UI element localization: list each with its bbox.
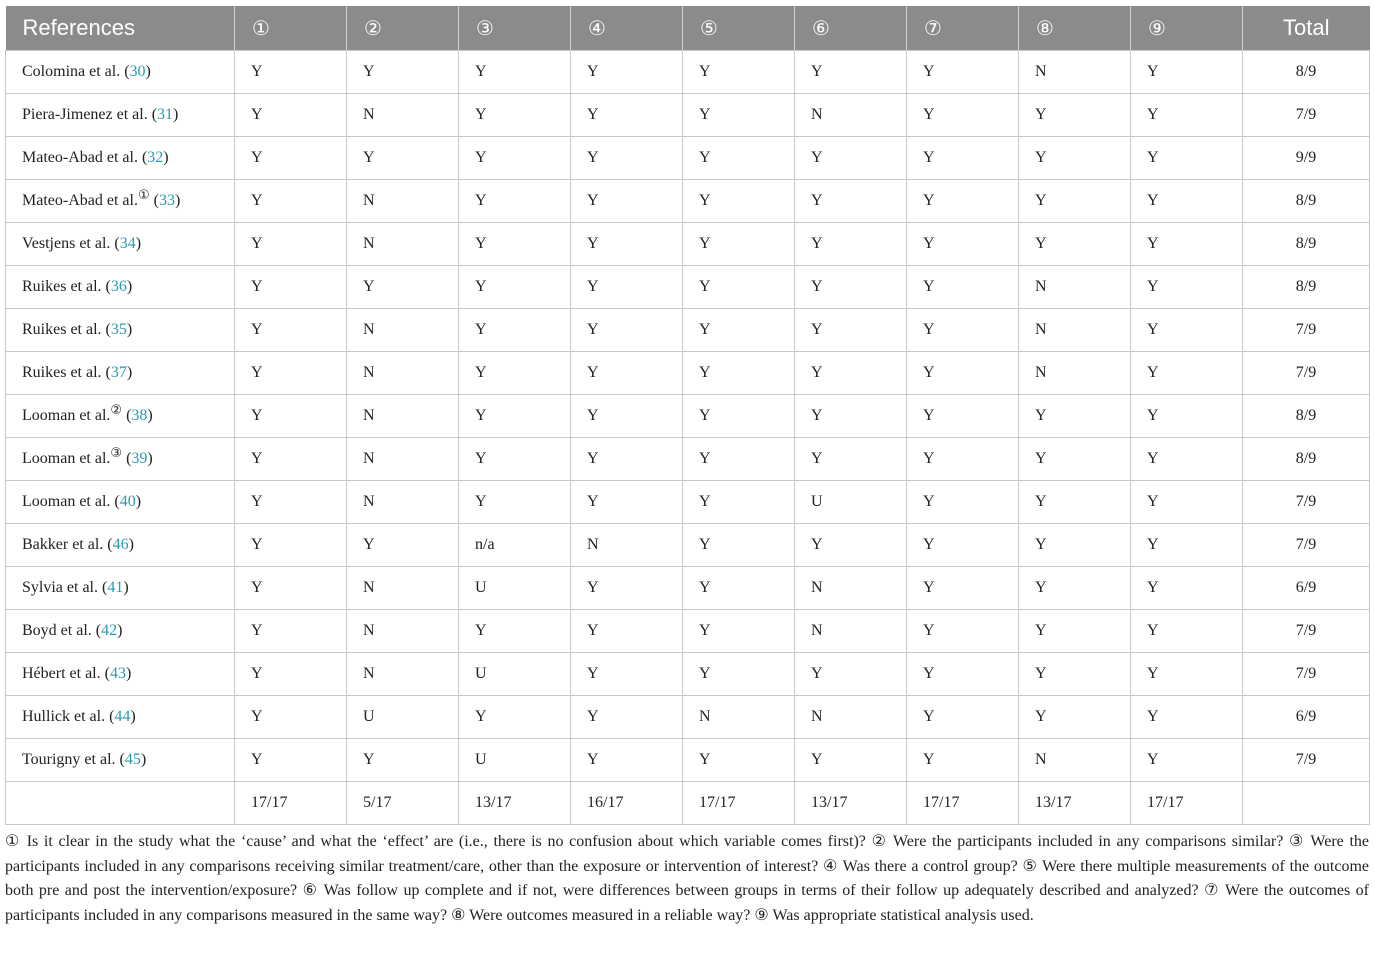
citation-link[interactable]: 39: [131, 449, 148, 467]
summary-cell-q9: 17/17: [1131, 781, 1243, 824]
summary-cell-q1: 17/17: [235, 781, 347, 824]
criterion-cell-q7: Y: [907, 695, 1019, 738]
criterion-cell-q1: Y: [235, 222, 347, 265]
criterion-cell-q1: Y: [235, 609, 347, 652]
criterion-cell-q9: Y: [1131, 308, 1243, 351]
criterion-cell-q6: Y: [795, 437, 907, 480]
criterion-cell-q3: Y: [459, 50, 571, 93]
citation-link[interactable]: 37: [110, 363, 127, 381]
table-body: [6, 50, 1370, 824]
criterion-cell-q3: Y: [459, 437, 571, 480]
author-name: Bakker et al.: [22, 535, 104, 553]
criterion-cell-q6: Y: [795, 523, 907, 566]
criterion-cell-q6: Y: [795, 308, 907, 351]
criterion-cell-q2: Y: [347, 265, 459, 308]
criterion-cell-q1: Y: [235, 265, 347, 308]
total-cell: 7/9: [1243, 480, 1370, 523]
criterion-cell-q4: Y: [571, 394, 683, 437]
criterion-cell-q6: N: [795, 93, 907, 136]
criterion-cell-q6: Y: [795, 222, 907, 265]
criterion-cell-q3: U: [459, 566, 571, 609]
reference-cell: Looman et al. (40): [6, 480, 235, 523]
summary-cell-q4: 16/17: [571, 781, 683, 824]
criterion-cell-q5: Y: [683, 609, 795, 652]
criterion-cell-q7: Y: [907, 437, 1019, 480]
author-name: Ruikes et al.: [22, 363, 102, 381]
reference-cell: Ruikes et al. (37): [6, 351, 235, 394]
summary-row: [6, 781, 1370, 824]
table-row: [6, 523, 1370, 566]
criterion-cell-q3: Y: [459, 609, 571, 652]
total-cell: 7/9: [1243, 523, 1370, 566]
citation-link[interactable]: 30: [129, 62, 146, 80]
criterion-cell-q9: Y: [1131, 394, 1243, 437]
criterion-cell-q7: Y: [907, 222, 1019, 265]
table-header: [6, 6, 1370, 50]
author-name: Vestjens et al.: [22, 234, 111, 252]
criterion-cell-q5: Y: [683, 738, 795, 781]
summary-cell-q2: 5/17: [347, 781, 459, 824]
total-cell: 7/9: [1243, 351, 1370, 394]
table-row: [6, 566, 1370, 609]
table-row: [6, 265, 1370, 308]
header-q6: ⑥: [795, 6, 907, 50]
criterion-cell-q2: Y: [347, 738, 459, 781]
total-cell: 8/9: [1243, 437, 1370, 480]
criterion-cell-q7: Y: [907, 179, 1019, 222]
citation-link[interactable]: 33: [158, 191, 175, 209]
criterion-cell-q7: Y: [907, 308, 1019, 351]
criterion-cell-q8: Y: [1019, 523, 1131, 566]
summary-cell-q3: 13/17: [459, 781, 571, 824]
criterion-cell-q2: N: [347, 609, 459, 652]
reference-cell: Piera-Jimenez et al. (31): [6, 93, 235, 136]
total-cell: 6/9: [1243, 566, 1370, 609]
criterion-cell-q6: Y: [795, 652, 907, 695]
citation-link[interactable]: 42: [101, 621, 118, 639]
criterion-cell-q1: Y: [235, 437, 347, 480]
criterion-cell-q3: Y: [459, 136, 571, 179]
criterion-cell-q1: Y: [235, 695, 347, 738]
criterion-cell-q2: N: [347, 179, 459, 222]
criterion-cell-q9: Y: [1131, 695, 1243, 738]
criterion-cell-q5: Y: [683, 351, 795, 394]
header-total: Total: [1243, 6, 1370, 50]
total-cell: 7/9: [1243, 652, 1370, 695]
total-cell: 6/9: [1243, 695, 1370, 738]
criterion-cell-q3: n/a: [459, 523, 571, 566]
author-name: Mateo-Abad et al.: [22, 191, 138, 209]
reference-cell: Looman et al.② (38): [6, 394, 235, 437]
criterion-cell-q7: Y: [907, 609, 1019, 652]
criterion-cell-q3: Y: [459, 480, 571, 523]
criterion-cell-q6: Y: [795, 265, 907, 308]
header-row: [6, 6, 1370, 50]
superscript-mark: ②: [110, 402, 123, 418]
criterion-cell-q8: Y: [1019, 695, 1131, 738]
criterion-cell-q2: N: [347, 394, 459, 437]
table-row: [6, 222, 1370, 265]
criterion-cell-q1: Y: [235, 93, 347, 136]
author-name: Mateo-Abad et al.: [22, 148, 138, 166]
summary-label-cell: [6, 781, 235, 824]
criterion-cell-q7: Y: [907, 93, 1019, 136]
criterion-cell-q6: N: [795, 609, 907, 652]
criterion-cell-q8: Y: [1019, 480, 1131, 523]
summary-cell-q8: 13/17: [1019, 781, 1131, 824]
criterion-cell-q2: Y: [347, 50, 459, 93]
header-q2: ②: [347, 6, 459, 50]
criterion-cell-q8: Y: [1019, 394, 1131, 437]
criterion-cell-q4: Y: [571, 93, 683, 136]
criterion-cell-q2: N: [347, 308, 459, 351]
summary-cell-q5: 17/17: [683, 781, 795, 824]
criterion-cell-q2: Y: [347, 523, 459, 566]
criterion-cell-q7: Y: [907, 136, 1019, 179]
criterion-cell-q6: N: [795, 566, 907, 609]
total-cell: 7/9: [1243, 308, 1370, 351]
criterion-cell-q9: Y: [1131, 136, 1243, 179]
criterion-cell-q1: Y: [235, 566, 347, 609]
criterion-cell-q4: Y: [571, 50, 683, 93]
criterion-cell-q8: Y: [1019, 609, 1131, 652]
criterion-cell-q5: Y: [683, 480, 795, 523]
header-q4: ④: [571, 6, 683, 50]
table-container: [5, 6, 1369, 825]
author-name: Boyd et al.: [22, 621, 92, 639]
citation-link[interactable]: 36: [110, 277, 127, 295]
criterion-cell-q8: Y: [1019, 652, 1131, 695]
table-row: [6, 179, 1370, 222]
reference-cell: Ruikes et al. (36): [6, 265, 235, 308]
criterion-cell-q4: Y: [571, 652, 683, 695]
criterion-cell-q8: N: [1019, 351, 1131, 394]
criterion-cell-q6: Y: [795, 136, 907, 179]
criterion-cell-q2: Y: [347, 136, 459, 179]
criterion-cell-q4: Y: [571, 566, 683, 609]
total-cell: 7/9: [1243, 609, 1370, 652]
total-cell: 7/9: [1243, 738, 1370, 781]
author-name: Ruikes et al.: [22, 320, 102, 338]
table-row: [6, 93, 1370, 136]
criterion-cell-q2: N: [347, 480, 459, 523]
citation-link[interactable]: 32: [147, 148, 164, 166]
author-name: Tourigny et al.: [22, 750, 116, 768]
criterion-cell-q4: Y: [571, 609, 683, 652]
reference-cell: Looman et al.③ (39): [6, 437, 235, 480]
criterion-cell-q1: Y: [235, 652, 347, 695]
header-references: References: [6, 6, 235, 50]
reference-cell: Vestjens et al. (34): [6, 222, 235, 265]
criterion-cell-q1: Y: [235, 351, 347, 394]
superscript-mark: ③: [110, 445, 123, 461]
criterion-cell-q6: Y: [795, 738, 907, 781]
criterion-cell-q5: Y: [683, 222, 795, 265]
reference-cell: Ruikes et al. (35): [6, 308, 235, 351]
author-name: Looman et al.: [22, 406, 111, 424]
header-q9: ⑨: [1131, 6, 1243, 50]
criterion-cell-q3: Y: [459, 179, 571, 222]
criterion-cell-q2: U: [347, 695, 459, 738]
reference-cell: Sylvia et al. (41): [6, 566, 235, 609]
criterion-cell-q5: Y: [683, 566, 795, 609]
criterion-cell-q7: Y: [907, 652, 1019, 695]
criterion-cell-q5: Y: [683, 265, 795, 308]
author-name: Looman et al.: [22, 492, 111, 510]
criterion-cell-q7: Y: [907, 50, 1019, 93]
reference-cell: Hébert et al. (43): [6, 652, 235, 695]
table-row: [6, 695, 1370, 738]
criterion-cell-q8: Y: [1019, 93, 1131, 136]
criterion-cell-q6: N: [795, 695, 907, 738]
header-q7: ⑦: [907, 6, 1019, 50]
criterion-cell-q8: Y: [1019, 566, 1131, 609]
criterion-cell-q7: Y: [907, 480, 1019, 523]
table-row: [6, 609, 1370, 652]
criterion-cell-q5: Y: [683, 179, 795, 222]
criterion-cell-q6: U: [795, 480, 907, 523]
criterion-cell-q5: Y: [683, 394, 795, 437]
criterion-cell-q8: Y: [1019, 179, 1131, 222]
criterion-cell-q1: Y: [235, 523, 347, 566]
criterion-cell-q1: Y: [235, 50, 347, 93]
criterion-cell-q1: Y: [235, 738, 347, 781]
criterion-cell-q9: Y: [1131, 566, 1243, 609]
criterion-cell-q1: Y: [235, 179, 347, 222]
criterion-cell-q5: N: [683, 695, 795, 738]
criterion-cell-q2: N: [347, 437, 459, 480]
summary-total-cell: [1243, 781, 1370, 824]
criterion-cell-q3: U: [459, 738, 571, 781]
citation-link[interactable]: 46: [112, 535, 129, 553]
criterion-cell-q1: Y: [235, 480, 347, 523]
criterion-cell-q9: Y: [1131, 50, 1243, 93]
criterion-cell-q5: Y: [683, 136, 795, 179]
criterion-cell-q9: Y: [1131, 351, 1243, 394]
criterion-cell-q3: Y: [459, 222, 571, 265]
table-row: [6, 308, 1370, 351]
criterion-cell-q9: Y: [1131, 93, 1243, 136]
citation-link[interactable]: 38: [131, 406, 148, 424]
table-row: [6, 738, 1370, 781]
criterion-cell-q7: Y: [907, 351, 1019, 394]
criterion-cell-q3: Y: [459, 308, 571, 351]
reference-cell: Mateo-Abad et al. (32): [6, 136, 235, 179]
total-cell: 8/9: [1243, 222, 1370, 265]
citation-link[interactable]: 45: [124, 750, 141, 768]
criterion-cell-q4: Y: [571, 480, 683, 523]
criterion-cell-q7: Y: [907, 566, 1019, 609]
reference-cell: Hullick et al. (44): [6, 695, 235, 738]
criterion-cell-q5: Y: [683, 523, 795, 566]
criterion-cell-q4: Y: [571, 738, 683, 781]
author-name: Hébert et al.: [22, 664, 101, 682]
criterion-cell-q8: N: [1019, 308, 1131, 351]
citation-link[interactable]: 40: [119, 492, 136, 510]
author-name: Ruikes et al.: [22, 277, 102, 295]
criterion-cell-q4: Y: [571, 136, 683, 179]
criterion-cell-q2: N: [347, 222, 459, 265]
summary-cell-q7: 17/17: [907, 781, 1019, 824]
table-row: [6, 136, 1370, 179]
criterion-cell-q4: Y: [571, 179, 683, 222]
criterion-cell-q1: Y: [235, 308, 347, 351]
table-footnote: ① Is it clear in the study what the ‘cause’ and what the ‘effect’ are (i.e., there is no confusion about which variable comes first)? ② Were the participants included in any comparisons similar? ③ Were the participants included in any comparisons receiving similar treatment/care, other than the exposure or intervention of interest? ④ Was there a control group? ⑤ Were there multiple measurements of the outcome both pre and post the intervention/exposure? ⑥ Was follow up complete and if not, were differences between groups in terms of their follow up adequately described and analyzed? ⑦ Were the outcomes of participants included in any comparisons measured in the same way? ⑧ Were outcomes measured in a reliable way? ⑨ Was appropriate statistical analysis used.: [5, 833, 1369, 924]
criterion-cell-q5: Y: [683, 93, 795, 136]
criterion-cell-q9: Y: [1131, 652, 1243, 695]
criterion-cell-q2: N: [347, 351, 459, 394]
criterion-cell-q4: Y: [571, 265, 683, 308]
total-cell: 9/9: [1243, 136, 1370, 179]
criterion-cell-q7: Y: [907, 738, 1019, 781]
reference-cell: Bakker et al. (46): [6, 523, 235, 566]
criterion-cell-q6: Y: [795, 50, 907, 93]
criterion-cell-q8: N: [1019, 738, 1131, 781]
table-row: [6, 437, 1370, 480]
criterion-cell-q3: Y: [459, 695, 571, 738]
criterion-cell-q8: Y: [1019, 136, 1131, 179]
header-q5: ⑤: [683, 6, 795, 50]
reference-cell: Colomina et al. (30): [6, 50, 235, 93]
criterion-cell-q5: Y: [683, 50, 795, 93]
criterion-cell-q7: Y: [907, 394, 1019, 437]
criterion-cell-q9: Y: [1131, 738, 1243, 781]
citation-link[interactable]: 43: [109, 664, 126, 682]
table-row: [6, 351, 1370, 394]
criterion-cell-q9: Y: [1131, 609, 1243, 652]
author-name: Colomina et al.: [22, 62, 121, 80]
criterion-cell-q4: Y: [571, 308, 683, 351]
table-row: [6, 50, 1370, 93]
criterion-cell-q6: Y: [795, 179, 907, 222]
citation-link[interactable]: 35: [110, 320, 127, 338]
reference-cell: Boyd et al. (42): [6, 609, 235, 652]
author-name: Hullick et al.: [22, 707, 106, 725]
criterion-cell-q3: Y: [459, 351, 571, 394]
citation-link[interactable]: 41: [107, 578, 124, 596]
reference-cell: Mateo-Abad et al.① (33): [6, 179, 235, 222]
total-cell: 8/9: [1243, 50, 1370, 93]
table-row: [6, 652, 1370, 695]
criterion-cell-q3: Y: [459, 394, 571, 437]
criterion-cell-q4: Y: [571, 222, 683, 265]
author-name: Piera-Jimenez et al.: [22, 105, 148, 123]
criterion-cell-q1: Y: [235, 394, 347, 437]
header-q8: ⑧: [1019, 6, 1131, 50]
header-q1: ①: [235, 6, 347, 50]
criterion-cell-q8: Y: [1019, 222, 1131, 265]
criterion-cell-q4: Y: [571, 437, 683, 480]
criterion-cell-q3: Y: [459, 265, 571, 308]
total-cell: 8/9: [1243, 394, 1370, 437]
criterion-cell-q1: Y: [235, 136, 347, 179]
criterion-cell-q8: N: [1019, 265, 1131, 308]
header-q3: ③: [459, 6, 571, 50]
criterion-cell-q4: Y: [571, 351, 683, 394]
criterion-cell-q5: Y: [683, 437, 795, 480]
total-cell: 7/9: [1243, 93, 1370, 136]
criterion-cell-q9: Y: [1131, 437, 1243, 480]
criterion-cell-q4: N: [571, 523, 683, 566]
author-name: Sylvia et al.: [22, 578, 98, 596]
criterion-cell-q6: Y: [795, 394, 907, 437]
criterion-cell-q9: Y: [1131, 179, 1243, 222]
criterion-cell-q9: Y: [1131, 265, 1243, 308]
criterion-cell-q3: U: [459, 652, 571, 695]
citation-link[interactable]: 31: [157, 105, 174, 123]
criterion-cell-q2: N: [347, 566, 459, 609]
criterion-cell-q4: Y: [571, 695, 683, 738]
table-row: [6, 480, 1370, 523]
criterion-cell-q5: Y: [683, 652, 795, 695]
superscript-mark: ①: [137, 187, 150, 203]
criterion-cell-q2: N: [347, 93, 459, 136]
reference-cell: Tourigny et al. (45): [6, 738, 235, 781]
criterion-cell-q9: Y: [1131, 222, 1243, 265]
author-name: Looman et al.: [22, 449, 111, 467]
criterion-cell-q7: Y: [907, 523, 1019, 566]
criterion-cell-q9: Y: [1131, 480, 1243, 523]
criterion-cell-q9: Y: [1131, 523, 1243, 566]
citation-link[interactable]: 44: [114, 707, 131, 725]
criterion-cell-q2: N: [347, 652, 459, 695]
criterion-cell-q8: Y: [1019, 437, 1131, 480]
criterion-cell-q3: Y: [459, 93, 571, 136]
quality-assessment-table: [5, 6, 1370, 825]
total-cell: 8/9: [1243, 265, 1370, 308]
table-row: [6, 394, 1370, 437]
criterion-cell-q7: Y: [907, 265, 1019, 308]
criterion-cell-q6: Y: [795, 351, 907, 394]
summary-cell-q6: 13/17: [795, 781, 907, 824]
criterion-cell-q8: N: [1019, 50, 1131, 93]
criterion-cell-q5: Y: [683, 308, 795, 351]
citation-link[interactable]: 34: [119, 234, 136, 252]
total-cell: 8/9: [1243, 179, 1370, 222]
